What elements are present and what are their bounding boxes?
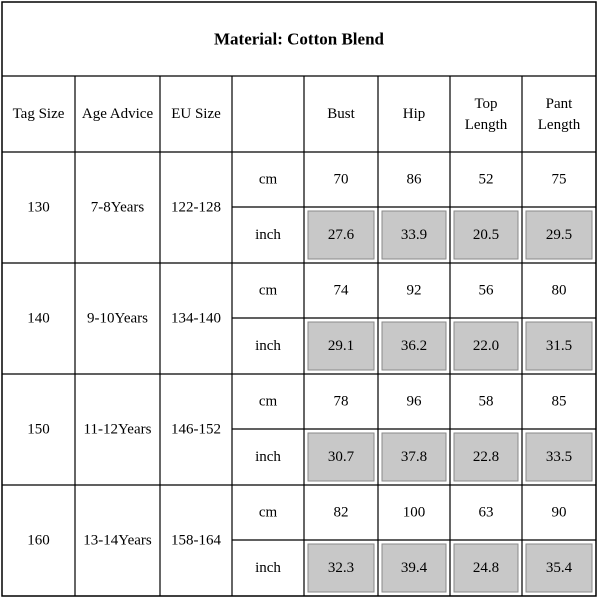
table-frame xyxy=(2,2,596,596)
header-pant-length-line2: Length xyxy=(537,117,581,133)
pant-length-cm-cell: 80 xyxy=(551,282,567,299)
hip-inch-cell: 36.2 xyxy=(400,338,428,354)
header-bust: Bust xyxy=(327,106,355,122)
eu-size-cell: 134-140 xyxy=(171,310,221,327)
age-advice-cell: 9-10Years xyxy=(87,310,148,327)
top-length-cm-cell: 56 xyxy=(478,282,494,299)
tag-size-cell: 140 xyxy=(27,310,50,327)
eu-size-cell: 122-128 xyxy=(171,199,221,216)
unit-cm-cell: cm xyxy=(258,393,278,410)
age-advice-cell: 13-14Years xyxy=(83,532,152,549)
hip-cm-cell: 86 xyxy=(406,171,422,188)
bust-cm-cell: 78 xyxy=(333,393,349,410)
pant-length-inch-cell: 31.5 xyxy=(545,338,573,354)
table-title: Material: Cotton Blend xyxy=(214,29,384,49)
unit-inch-cell: inch xyxy=(255,338,281,354)
bust-cm-cell: 70 xyxy=(333,171,349,188)
hip-cm-cell: 96 xyxy=(406,393,422,410)
header-top-length-line1: Top xyxy=(474,96,498,112)
header-hip: Hip xyxy=(402,106,426,122)
unit-inch-cell: inch xyxy=(255,560,281,576)
eu-size-cell: 158-164 xyxy=(171,532,221,549)
bust-inch-cell: 30.7 xyxy=(327,449,355,465)
pant-length-inch-cell: 35.4 xyxy=(545,560,573,576)
bust-cm-cell: 74 xyxy=(333,282,349,299)
tag-size-cell: 130 xyxy=(27,199,50,216)
bust-inch-cell: 32.3 xyxy=(327,560,355,576)
tag-size-cell: 150 xyxy=(27,421,50,438)
header-top-length-line2: Length xyxy=(464,117,508,133)
top-length-inch-cell: 20.5 xyxy=(472,227,500,243)
unit-inch-cell: inch xyxy=(255,449,281,465)
pant-length-cm-cell: 85 xyxy=(551,393,567,410)
top-length-inch-cell: 24.8 xyxy=(472,560,500,576)
top-length-cm-cell: 52 xyxy=(478,171,494,188)
pant-length-inch-cell: 33.5 xyxy=(545,449,573,465)
hip-cm-cell: 100 xyxy=(402,504,426,521)
tag-size-cell: 160 xyxy=(27,532,50,549)
hip-inch-cell: 37.8 xyxy=(400,449,428,465)
hip-inch-cell: 33.9 xyxy=(400,227,428,243)
age-advice-cell: 7-8Years xyxy=(90,199,145,216)
unit-cm-cell: cm xyxy=(258,504,278,521)
eu-size-cell: 146-152 xyxy=(171,421,221,438)
top-length-inch-cell: 22.8 xyxy=(472,449,500,465)
bust-cm-cell: 82 xyxy=(333,504,349,521)
header-age-advice: Age Advice xyxy=(81,106,154,122)
pant-length-cm-cell: 75 xyxy=(551,171,567,188)
age-advice-cell: 11-12Years xyxy=(83,421,152,438)
hip-inch-cell: 39.4 xyxy=(400,560,428,576)
header-eu-size: EU Size xyxy=(171,106,221,122)
unit-cm-cell: cm xyxy=(258,282,278,299)
header-tag-size: Tag Size xyxy=(12,106,65,122)
header-pant-length-line1: Pant xyxy=(545,96,573,112)
pant-length-cm-cell: 90 xyxy=(551,504,567,521)
top-length-cm-cell: 58 xyxy=(478,393,494,410)
top-length-inch-cell: 22.0 xyxy=(472,338,500,354)
top-length-cm-cell: 63 xyxy=(478,504,494,521)
pant-length-inch-cell: 29.5 xyxy=(545,227,573,243)
unit-cm-cell: cm xyxy=(258,171,278,188)
bust-inch-cell: 29.1 xyxy=(327,338,355,354)
unit-inch-cell: inch xyxy=(255,227,281,243)
hip-cm-cell: 92 xyxy=(406,282,422,299)
bust-inch-cell: 27.6 xyxy=(327,227,355,243)
